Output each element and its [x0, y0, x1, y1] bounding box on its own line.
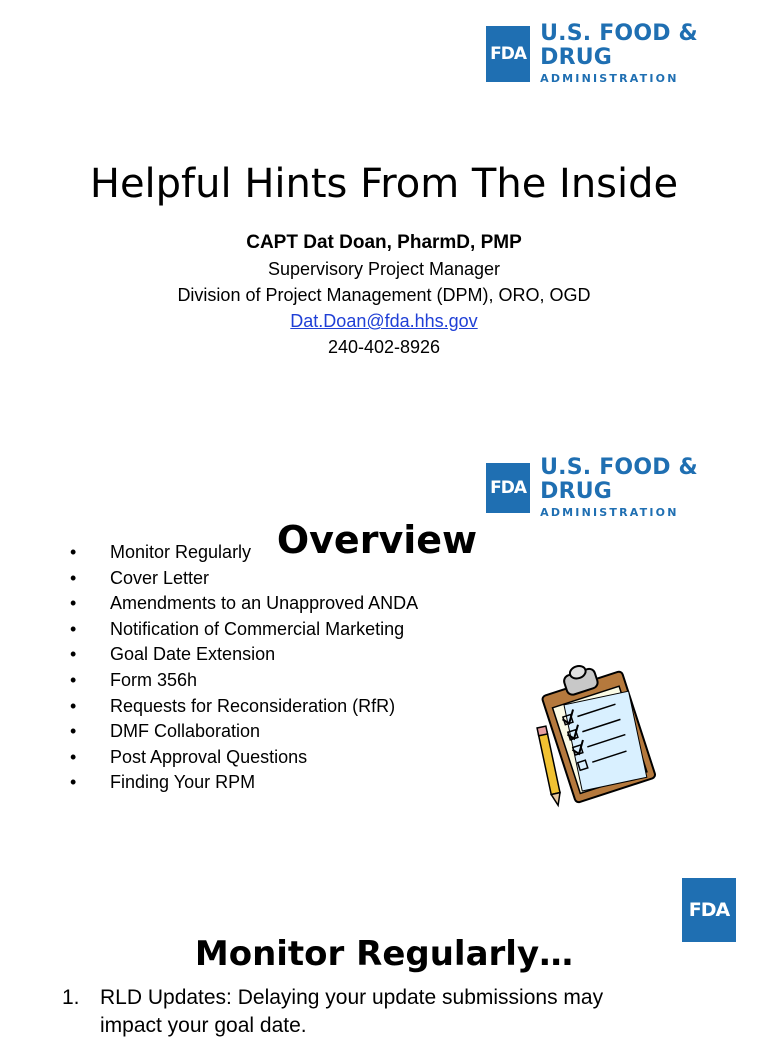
- bullet-symbol: •: [70, 721, 77, 742]
- item-text-continued: impact your goal date.: [100, 1014, 307, 1037]
- overview-item-text: Requests for Reconsideration (RfR): [110, 695, 396, 716]
- slide-monitor-regularly: [0, 840, 768, 1037]
- overview-item-text: Form 356h: [110, 669, 198, 690]
- slide-title: [0, 0, 768, 420]
- fda-logo: [682, 878, 736, 942]
- clipboard-checklist-icon: [530, 660, 660, 810]
- bullet-symbol: •: [70, 644, 77, 665]
- overview-list-item: [70, 694, 418, 720]
- presenter-name: CAPT Dat Doan, PharmD, PMP: [246, 232, 522, 253]
- monitor-list: [62, 984, 603, 1040]
- bullet-symbol: •: [70, 772, 77, 793]
- overview-item-text: Notification of Commercial Marketing: [110, 618, 405, 639]
- monitor-heading: Monitor Regularly…: [194, 934, 574, 975]
- bullet-symbol: •: [70, 669, 77, 690]
- overview-item-text: Cover Letter: [110, 567, 210, 588]
- fda-logo-mark: FDA: [682, 878, 736, 942]
- presenter-division: Division of Project Management (DPM), ORO, OGD: [177, 285, 591, 305]
- overview-list-item: [70, 642, 418, 668]
- overview-heading: Overview: [276, 517, 478, 562]
- fda-logo: [486, 22, 768, 86]
- overview-item-text: Monitor Regularly: [110, 542, 252, 562]
- overview-list-item: [70, 719, 418, 745]
- overview-list-item: [70, 668, 418, 694]
- fda-logo-text: [540, 22, 768, 86]
- overview-item-text: Amendments to an Unapproved ANDA: [110, 593, 419, 614]
- bullet-symbol: •: [70, 746, 77, 767]
- overview-list-item: [70, 540, 418, 566]
- fda-logo-line2: ADMINISTRATION: [540, 506, 679, 519]
- fda-logo-mark: FDA: [486, 463, 530, 513]
- fda-logo-line1: U.S. FOOD & DRUG: [540, 455, 698, 504]
- slide-title-heading: Helpful Hints From The Inside: [89, 160, 679, 207]
- slide-overview: [0, 420, 768, 840]
- presenter-email-link[interactable]: Dat.Doan@fda.hhs.gov: [290, 311, 478, 331]
- bullet-symbol: •: [70, 618, 77, 639]
- overview-list-item: [70, 770, 418, 796]
- overview-item-text: Post Approval Questions: [110, 746, 308, 767]
- presenter-info: [0, 230, 768, 360]
- overview-list-item: [70, 617, 418, 643]
- overview-list: [70, 540, 418, 796]
- fda-logo: [486, 456, 768, 520]
- item-number: 1.: [62, 986, 80, 1009]
- presenter-role: Supervisory Project Manager: [267, 259, 501, 279]
- overview-list-item: [70, 566, 418, 592]
- overview-list-item: [70, 591, 418, 617]
- overview-item-text: Finding Your RPM: [110, 772, 256, 793]
- bullet-symbol: •: [70, 593, 77, 614]
- item-text: RLD Updates: Delaying your update submissions may: [100, 986, 604, 1009]
- fda-logo-text: [540, 456, 768, 520]
- overview-list-item: [70, 745, 418, 771]
- overview-item-text: DMF Collaboration: [110, 721, 261, 742]
- fda-logo-mark: FDA: [486, 26, 530, 82]
- bullet-symbol: •: [70, 567, 77, 588]
- fda-logo-line1: U.S. FOOD & DRUG: [540, 21, 698, 70]
- fda-logo-line2: ADMINISTRATION: [540, 72, 679, 85]
- bullet-symbol: •: [70, 695, 77, 716]
- bullet-symbol: •: [70, 542, 77, 562]
- monitor-list-item: [62, 984, 603, 1012]
- presenter-phone: 240-402-8926: [327, 337, 441, 357]
- overview-item-text: Goal Date Extension: [110, 644, 276, 665]
